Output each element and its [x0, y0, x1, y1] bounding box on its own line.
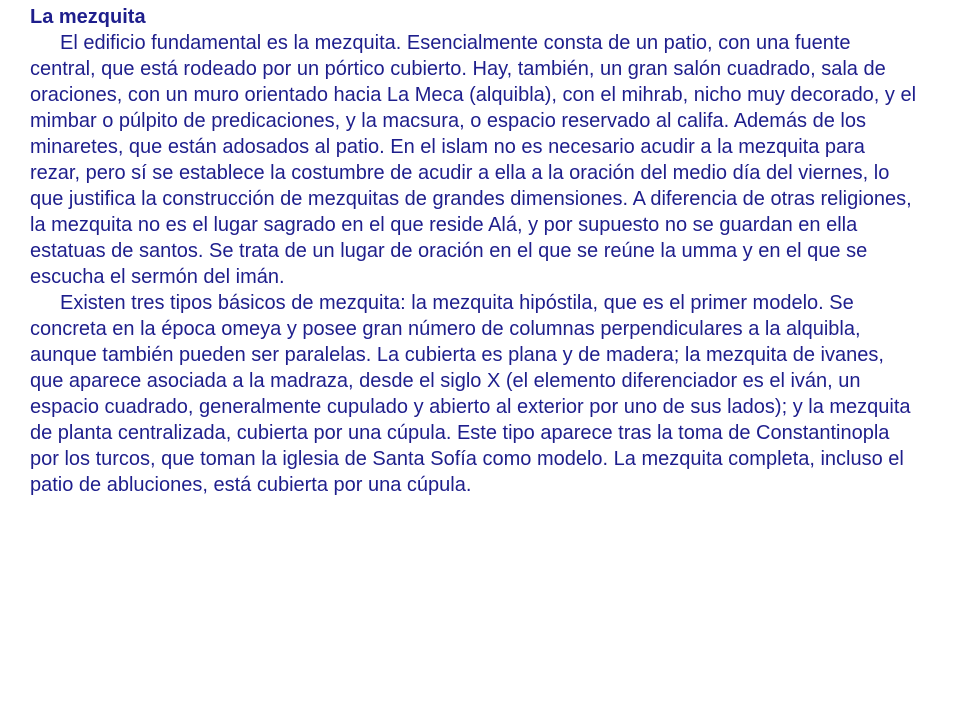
paragraph: El edificio fundamental es la mezquita. Esencialmente consta de un patio, con una fuente central, que está rodeado por un pórtico cubierto. Hay, también, un gran salón cuadrado, sala de oraciones, con un muro orientado hacia La Meca (alquibla), con el mihrab, nicho muy decorado, y el mimbar o púlpito de predicaciones, y la macsura, o espacio reservado al califa. Además de los minaretes, que están adosados al patio. En el islam no es necesario acudir a la mezquita para rezar, pero sí se establece la costumbre de acudir a ella a la oración del medio día del viernes, lo que justifica la construcción de mezquitas de grandes dimensiones. A diferencia de otras religiones, la mezquita no es el lugar sagrado en el que reside Alá, y por supuesto no se guardan en ella estatuas de santos. Se trata de un lugar de oración en el que se reúne la umma y en el que se escucha el sermón del imán. [30, 32, 917, 288]
document-title: La mezquita [30, 6, 146, 28]
paragraph: Existen tres tipos básicos de mezquita: la mezquita hipóstila, que es el primer modelo. Se concreta en la época omeya y posee gran número de columnas perpendiculares a la alquibla, aunque también pueden ser paralelas. La cubierta es plana y de madera; la mezquita de ivanes, que aparece asociada a la madraza, desde el siglo X (el elemento diferenciador es el iván, un espacio cuadrado, generalmente cupulado y abierto al exterior por uno de sus lados); y la mezquita de planta centralizada, cubierta por una cúpula. Este tipo aparece tras la toma de Constantinopla por los turcos, que toman la iglesia de Santa Sofía como modelo. La mezquita completa, incluso el patio de abluciones, está cubierta por una cúpula. [30, 292, 911, 496]
document-body [30, 4, 920, 498]
